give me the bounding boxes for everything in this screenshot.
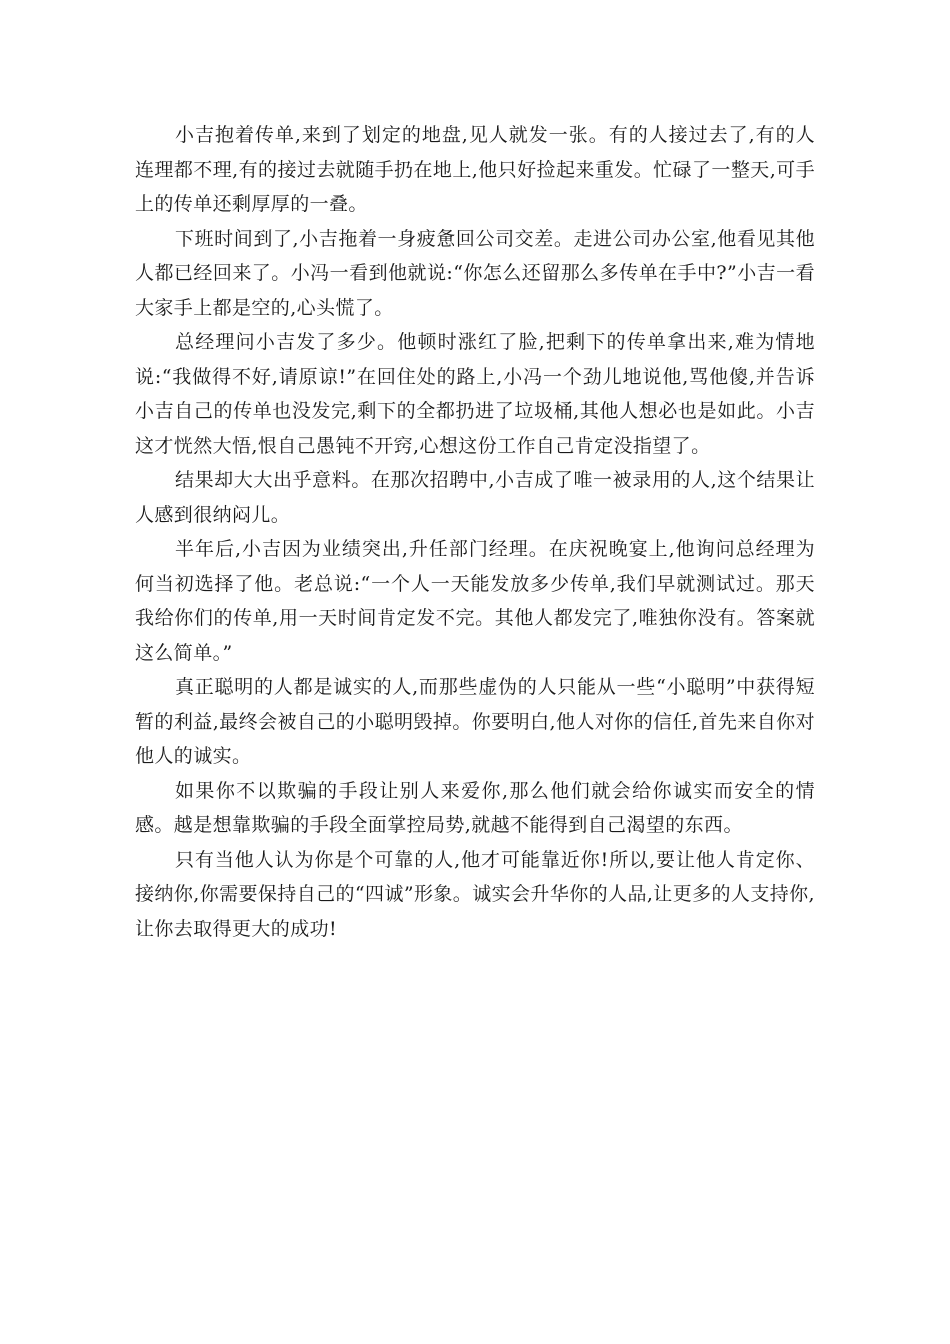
paragraph-5: 半年后,小吉因为业绩突出,升任部门经理。在庆祝晚宴上,他询问总经理为何当初选择了他。老总说:“一个人一天能发放多少传单,我们早就测试过。那天我给你们的传单,用一天时间肯定发不完。其他人都发完了,唯独你没有。答案就这么简单。”	[135, 538, 815, 664]
paragraph-2: 下班时间到了,小吉拖着一身疲惫回公司交差。走进公司办公室,他看见其他人都已经回来了。小冯一看到他就说:“你怎么还留那么多传单在手中?”小吉一看大家手上都是空的,心头慌了。	[135, 227, 815, 319]
paragraph-8: 只有当他人认为你是个可靠的人,他才可能靠近你!所以,要让他人肯定你、接纳你,你需要保持自己的“四诚”形象。诚实会升华你的人品,让更多的人支持你,让你去取得更大的成功!	[135, 848, 815, 940]
paragraph-6: 真正聪明的人都是诚实的人,而那些虚伪的人只能从一些“小聪明”中获得短暂的利益,最终会被自己的小聪明毁掉。你要明白,他人对你的信任,首先来自你对他人的诚实。	[135, 676, 815, 767]
paragraph-7: 如果你不以欺骗的手段让别人来爱你,那么他们就会给你诚实而安全的情感。越是想靠欺骗的手段全面掌控局势,就越不能得到自己渴望的东西。	[135, 779, 815, 836]
article-body	[135, 118, 815, 946]
paragraph-1: 小吉抱着传单,来到了划定的地盘,见人就发一张。有的人接过去了,有的人连理都不理,有的接过去就随手扔在地上,他只好捡起来重发。忙碌了一整天,可手上的传单还剩厚厚的一叠。	[135, 124, 815, 215]
paragraph-4: 结果却大大出乎意料。在那次招聘中,小吉成了唯一被录用的人,这个结果让人感到很纳闷儿。	[135, 469, 815, 526]
paragraph-3: 总经理问小吉发了多少。他顿时涨红了脸,把剩下的传单拿出来,难为情地说:“我做得不好,请原谅!”在回住处的路上,小冯一个劲儿地说他,骂他傻,并告诉小吉自己的传单也没发完,剩下的全都扔进了垃圾桶,其他人想必也是如此。小吉这才恍然大悟,恨自己愚钝不开窍,心想这份工作自己肯定没指望了。	[135, 331, 815, 457]
